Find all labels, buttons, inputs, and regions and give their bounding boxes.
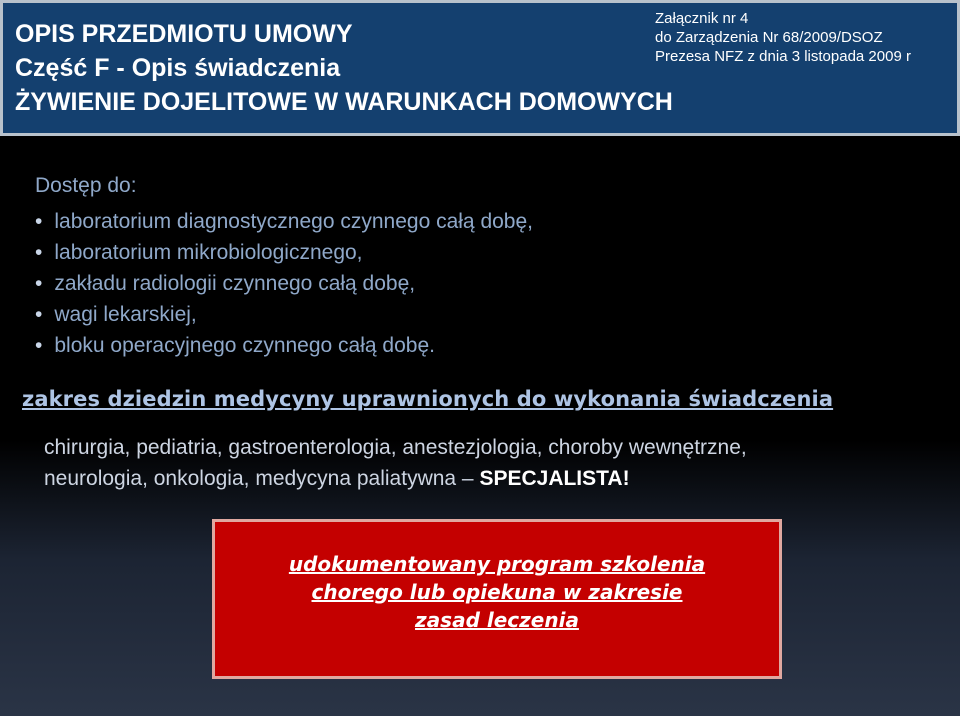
training-notice-box (212, 519, 782, 679)
list-item-text: laboratorium mikrobiologicznego, (54, 241, 363, 264)
list-item (35, 206, 533, 237)
list-item (35, 268, 533, 299)
reference-line-3: Prezesa NFZ z dnia 3 listopada 2009 r (655, 48, 911, 65)
title-line-1: OPIS PRZEDMIOTU UMOWY (15, 20, 353, 48)
bullet-icon: • (35, 272, 43, 295)
scope-text (44, 432, 944, 494)
access-section (35, 170, 533, 361)
scope-line-2: neurologia, onkologia, medycyna paliatywna – (44, 467, 474, 490)
reference-line-2: do Zarządzenia Nr 68/2009/DSOZ (655, 29, 883, 46)
list-item (35, 299, 533, 330)
list-item (35, 237, 533, 268)
bullet-icon: • (35, 241, 43, 264)
notice-line-2: chorego lub opiekuna w zakresie (311, 580, 683, 604)
notice-line-3: zasad leczenia (415, 608, 579, 632)
title-line-3: ŻYWIENIE DOJELITOWE W WARUNKACH DOMOWYCH (15, 88, 673, 116)
access-list (35, 206, 533, 361)
title-line-2: Część F - Opis świadczenia (15, 54, 341, 82)
list-item-text: wagi lekarskiej, (54, 303, 197, 326)
list-item-text: laboratorium diagnostycznego czynnego całą dobę, (54, 210, 534, 233)
access-title: Dostęp do: (35, 174, 137, 197)
list-item-text: bloku operacyjnego czynnego całą dobę. (54, 334, 435, 357)
scope-line-1: chirurgia, pediatria, gastroenterologia, anestezjologia, choroby wewnętrzne, (44, 436, 747, 459)
header-banner (0, 0, 960, 136)
bullet-icon: • (35, 334, 43, 357)
scope-heading: zakres dziedzin medycyny uprawnionych do wykonania świadczenia (22, 387, 834, 411)
list-item (35, 330, 533, 361)
specialist-emphasis: SPECJALISTA! (479, 467, 630, 490)
bullet-icon: • (35, 303, 43, 326)
list-item-text: zakładu radiologii czynnego całą dobę, (54, 272, 416, 295)
notice-line-1: udokumentowany program szkolenia (288, 552, 706, 576)
reference-line-1: Załącznik nr 4 (655, 10, 749, 27)
bullet-icon: • (35, 210, 43, 233)
